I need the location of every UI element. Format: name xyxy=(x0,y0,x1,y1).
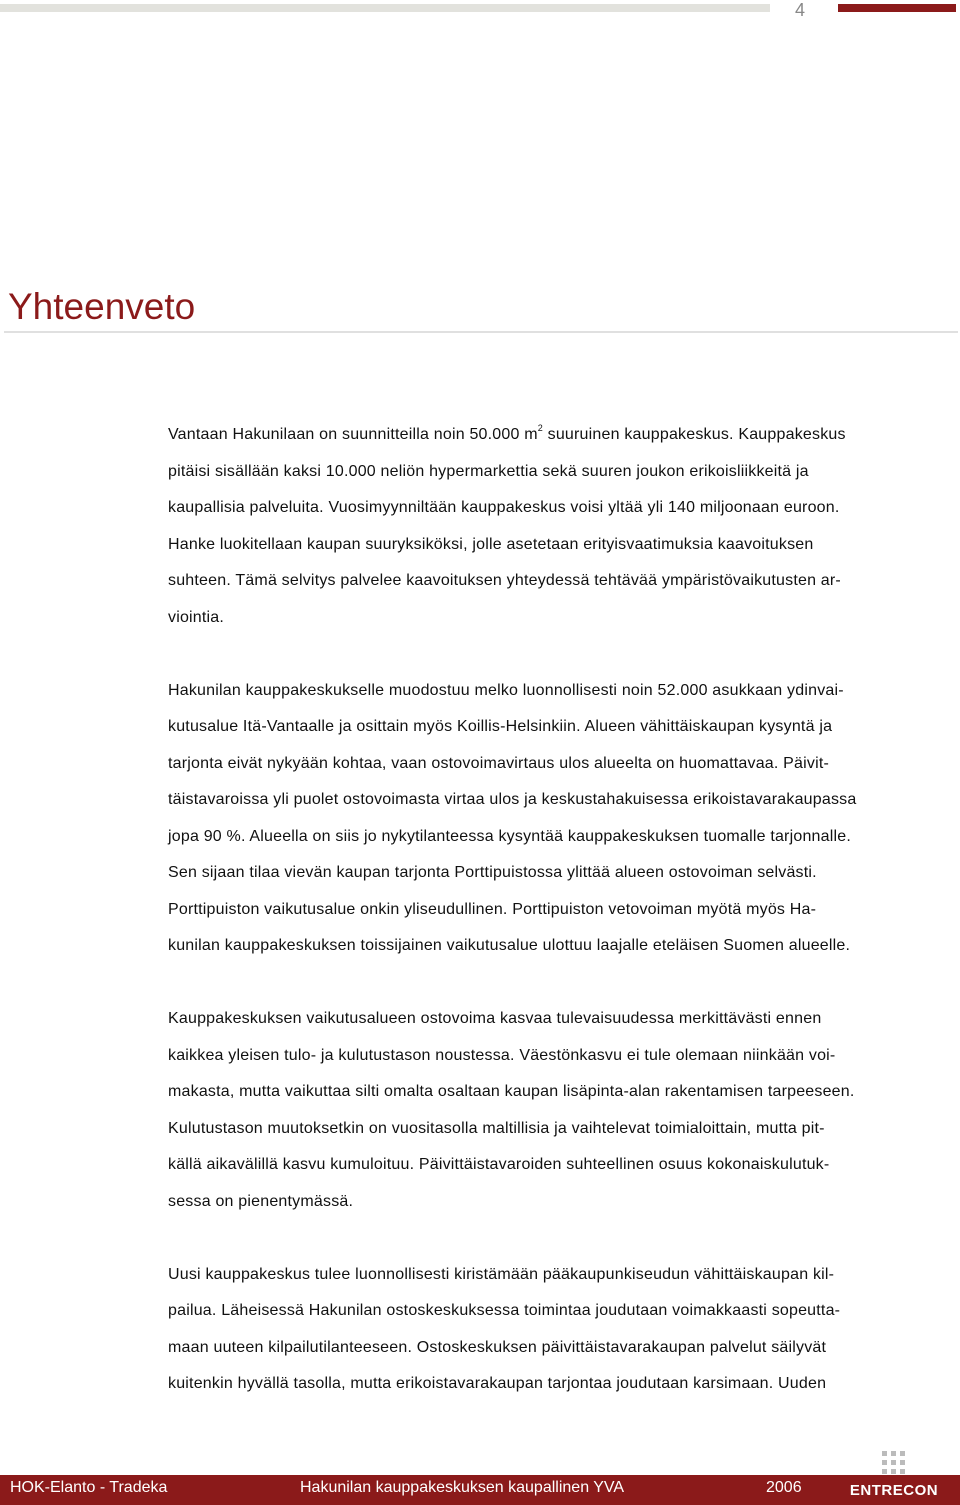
paragraph-line: Hanke luokitellaan kaupan suuryksiköksi, jolle asetetaan erityisvaatimuksia kaavoituksen xyxy=(168,535,814,553)
title-divider xyxy=(4,331,958,333)
document-body xyxy=(168,417,952,1403)
logo-grid-icon xyxy=(882,1451,906,1477)
paragraph-line: jopa 90 %. Alueella on siis jo nykytilanteessa kysyntää kauppakeskuksen tuomalle tarjonnalle. xyxy=(168,827,851,845)
paragraph-line: Uusi kauppakeskus tulee luonnollisesti kiristämään pääkaupunkiseudun vähittäiskaupan kil- xyxy=(168,1265,835,1283)
entrecon-logo xyxy=(838,1447,950,1505)
footer-year: 2006 xyxy=(766,1479,802,1496)
paragraph-line: kaikkea yleisen tulo- ja kulutustason noustessa. Väestönkasvu ei tule olemaan niinkään voi- xyxy=(168,1046,836,1064)
paragraph-line: källä aikavälillä kasvu kumuloituu. Päivittäistavaroiden suhteellinen osuus kokonaiskulutuk- xyxy=(168,1156,830,1173)
paragraph-line: Kulutustason muutoksetkin on vuositasolla maltillisia ja vaihtelevat toimialoittain, mutta pit- xyxy=(168,1119,825,1137)
superscript: 2 xyxy=(537,423,543,433)
paragraph-line: Vantaan Hakunilaan on suunnitteilla noin 50.000 $m^2$ suuruinen kauppakeskus. Kauppakeskus xyxy=(168,423,846,443)
paragraph-line: kaupallisia palveluita. Vuosimyynniltään kauppakeskus voisi yltää yli 140 miljoonaan euroon. xyxy=(168,499,840,516)
paragraph-line: tarjonta eivät nykyään kohtaa, vaan ostovoimavirtaus ulos alueelta on huomattavaa. Päivit- xyxy=(168,754,830,772)
page-number: 4 xyxy=(794,0,805,20)
paragraph-line: kutusalue Itä-Vantaalle ja osittain myös Koillis-Helsinkiin. Alueen vähittäiskaupan kysyntä ja xyxy=(168,718,833,735)
paragraph-line: Sen sijaan tilaa vievän kaupan tarjonta Porttipuistossa ylittää alueen ostovoiman selvästi. xyxy=(168,864,817,881)
paragraph-line: sessa on pienentymässä. xyxy=(168,1192,354,1210)
page-footer xyxy=(0,1475,960,1505)
paragraph-line: maan uuteen kilpailutilanteeseen. Ostoskeskuksen päivittäistavarakaupan palvelut säilyvät xyxy=(168,1338,827,1356)
header-band xyxy=(0,4,770,12)
paragraph-line: kunilan kauppakeskuksen toissijainen vaikutusalue ulottuu laajalle eteläisen Suomen alueelle. xyxy=(168,937,851,954)
paragraph-line: Hakunilan kauppakeskukselle muodostuu melko luonnollisesti noin 52.000 asukkaan ydinvai- xyxy=(168,681,844,699)
header-accent-bar xyxy=(838,4,956,12)
paragraph-line: viointia. xyxy=(168,608,225,626)
paragraph-line: pitäisi sisällään kaksi 10.000 neliön hypermarkettia sekä suuren joukon erikoisliikkeitä ja xyxy=(168,462,809,480)
paragraph-line: kuitenkin hyvällä tasolla, mutta erikoistavarakaupan tarjontaa joudutaan karsimaan. Uuden xyxy=(168,1375,827,1392)
paragraph-line: makasta, mutta vaikuttaa silti omalta osaltaan kaupan lisäpinta-alan rakentamisen tarpeeseen. xyxy=(168,1083,855,1100)
page-title: Yhteenveto xyxy=(8,286,196,327)
footer-document-title: Hakunilan kauppakeskuksen kaupallinen YVA xyxy=(300,1479,625,1496)
footer-client: HOK-Elanto - Tradeka xyxy=(10,1479,168,1496)
paragraph-line: pailua. Läheisessä Hakunilan ostoskeskuksessa toimintaa joudutaan voimakkaasti sopeutta- xyxy=(168,1302,841,1319)
paragraph-line: Porttipuiston vaikutusalue onkin yliseudullinen. Porttipuiston vetovoiman myötä myös Ha- xyxy=(168,900,817,918)
paragraph-line: täistavaroissa yli puolet ostovoimasta virtaa ulos ja keskustahakuisessa erikoistavarakaupassa xyxy=(168,791,857,808)
paragraph-line: Kauppakeskuksen vaikutusalueen ostovoima kasvaa tulevaisuudessa merkittävästi ennen xyxy=(168,1010,822,1027)
paragraph-line: suhteen. Tämä selvitys palvelee kaavoituksen yhteydessä tehtävää ympäristövaikutusten ar- xyxy=(168,572,841,589)
logo-wordmark: ENTRECON xyxy=(849,1482,939,1499)
